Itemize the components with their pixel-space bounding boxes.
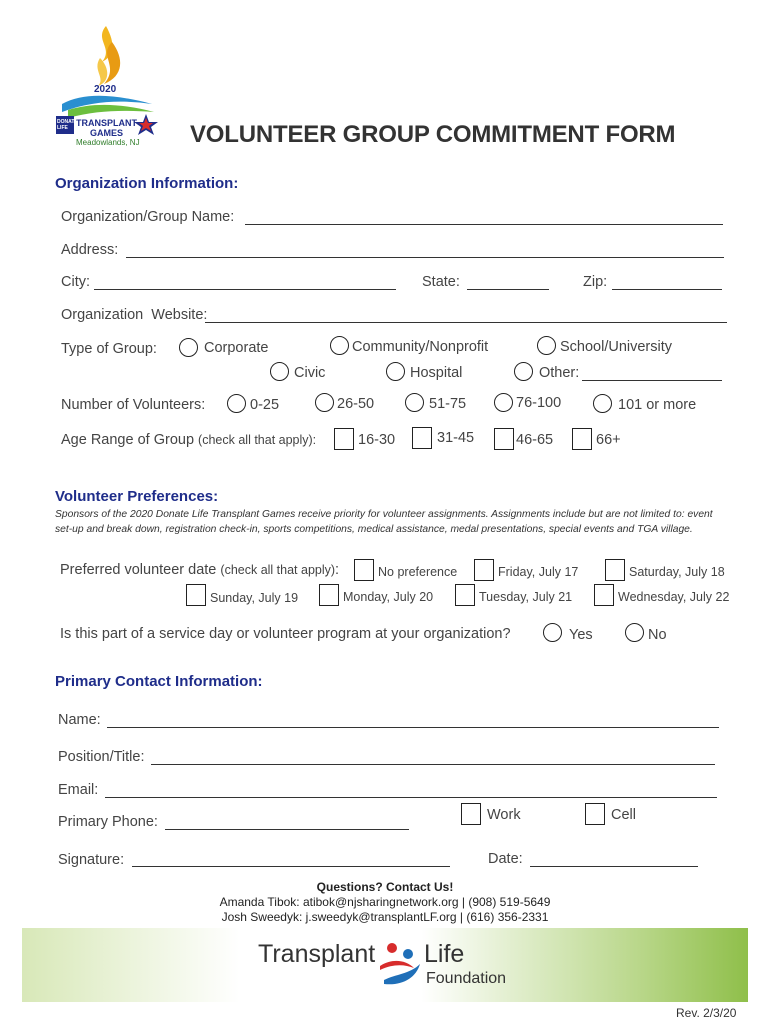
people-heart-icon: [376, 940, 424, 990]
checkbox-tuesday[interactable]: [455, 584, 475, 606]
vol-0-25-label: 0-25: [250, 397, 280, 413]
checkbox-66-plus[interactable]: [572, 428, 592, 450]
service-question: Is this part of a service day or volunteer program at your organization?: [60, 626, 511, 642]
checkbox-work[interactable]: [461, 803, 481, 825]
date-pref-text: Preferred volunteer date: [60, 562, 217, 578]
checkbox-no-preference[interactable]: [354, 559, 374, 581]
checkbox-wednesday[interactable]: [594, 584, 614, 606]
logo-year: 2020: [94, 84, 117, 95]
foundation-word-transplant: Transplant: [258, 940, 376, 968]
org-name-label: Organization/Group Name:: [61, 209, 235, 225]
age-label: [61, 432, 316, 448]
corporate-label: Corporate: [204, 340, 269, 356]
date-pref-label: [60, 562, 339, 578]
logo-line1: TRANSPLANT: [76, 118, 137, 128]
checkbox-cell[interactable]: [585, 803, 605, 825]
checkbox-16-30[interactable]: [334, 428, 354, 450]
vol-101-label: 101 or more: [618, 397, 697, 413]
radio-corporate[interactable]: [179, 338, 198, 357]
checkbox-saturday[interactable]: [605, 559, 625, 581]
wednesday-label: Wednesday, July 22: [618, 590, 730, 604]
checkbox-monday[interactable]: [319, 584, 339, 606]
no-preference-label: No preference: [378, 565, 458, 579]
position-field[interactable]: [151, 764, 715, 765]
position-label: Position/Title:: [58, 749, 145, 765]
transplant-games-logo: [54, 22, 166, 150]
radio-51-75[interactable]: [405, 393, 424, 412]
radio-hospital[interactable]: [386, 362, 405, 381]
hospital-label: Hospital: [410, 365, 463, 381]
radio-other[interactable]: [514, 362, 533, 381]
radio-community[interactable]: [330, 336, 349, 355]
friday-label: Friday, July 17: [498, 565, 579, 579]
monday-label: Monday, July 20: [343, 590, 434, 604]
email-field[interactable]: [105, 797, 717, 798]
contact-heading: Primary Contact Information:: [55, 673, 263, 690]
phone-label: Primary Phone:: [58, 814, 158, 830]
foundation-word-life: Life: [424, 940, 465, 968]
radio-civic[interactable]: [270, 362, 289, 381]
city-label: City:: [61, 274, 90, 290]
foundation-logo: [258, 938, 518, 994]
website-label: Organization Website:: [61, 307, 208, 323]
checkbox-friday[interactable]: [474, 559, 494, 581]
cell-label: Cell: [611, 807, 636, 823]
logo-line2: GAMES: [90, 128, 124, 138]
date-label: Date:: [488, 851, 523, 867]
age-16-30-label: 16-30: [358, 432, 396, 448]
checkbox-sunday[interactable]: [186, 584, 206, 606]
volunteers-label: Number of Volunteers:: [61, 397, 206, 413]
age-label-text: Age Range of Group: [61, 432, 195, 448]
civic-label: Civic: [294, 365, 326, 381]
state-field[interactable]: [467, 289, 549, 290]
name-field[interactable]: [107, 727, 719, 728]
checkbox-46-65[interactable]: [494, 428, 514, 450]
org-name-field[interactable]: [245, 224, 723, 225]
other-field[interactable]: [582, 380, 722, 381]
signature-label: Signature:: [58, 852, 125, 868]
vol-51-75-label: 51-75: [429, 396, 467, 412]
radio-0-25[interactable]: [227, 394, 246, 413]
radio-no[interactable]: [625, 623, 644, 642]
work-label: Work: [487, 807, 521, 823]
contact-line-amanda: Amanda Tibok: atibok@njsharingnetwork.org | (908) 519-5649: [219, 895, 551, 909]
date-field[interactable]: [530, 866, 698, 867]
group-type-label: Type of Group:: [61, 341, 157, 357]
phone-field[interactable]: [165, 829, 409, 830]
prefs-heading: Volunteer Preferences:: [55, 488, 219, 505]
city-field[interactable]: [94, 289, 396, 290]
address-field[interactable]: [126, 257, 724, 258]
tuesday-label: Tuesday, July 21: [479, 590, 573, 604]
page-title: VOLUNTEER GROUP COMMITMENT FORM: [190, 121, 676, 148]
community-label: Community/Nonprofit: [352, 339, 489, 355]
vol-26-50-label: 26-50: [337, 396, 375, 412]
sunday-label: Sunday, July 19: [210, 591, 299, 605]
contact-line-josh: Josh Sweedyk: j.sweedyk@transplantLF.org | (616) 356-2331: [221, 910, 549, 924]
saturday-label: Saturday, July 18: [629, 565, 725, 579]
signature-field[interactable]: [132, 866, 450, 867]
logo-location: Meadowlands, NJ: [76, 138, 140, 147]
date-pref-colon: :: [335, 562, 340, 578]
zip-field[interactable]: [612, 289, 722, 290]
logo-badge: DONATE LIFE: [57, 119, 78, 131]
radio-yes[interactable]: [543, 623, 562, 642]
radio-school[interactable]: [537, 336, 556, 355]
org-heading: Organization Information:: [55, 175, 239, 192]
date-pref-hint: (check all that apply): [220, 563, 336, 577]
age-hint: (check all that apply):: [198, 433, 317, 447]
prefs-note: Sponsors of the 2020 Donate Life Transplant Games receive priority for volunteer assignments. Assignments include but are not limited to: event set-up and break down, registration check-in, sports competitions, medical assistance, medal presentations, special events and TGA village.: [55, 509, 713, 535]
vol-76-100-label: 76-100: [516, 395, 562, 411]
yes-label: Yes: [569, 627, 593, 643]
radio-76-100[interactable]: [494, 393, 513, 412]
email-label: Email:: [58, 782, 99, 798]
no-label: No: [648, 627, 667, 643]
age-66-label: 66+: [596, 432, 621, 448]
foundation-word-foundation: Foundation: [426, 970, 507, 987]
state-label: State:: [422, 274, 460, 290]
other-label: Other:: [539, 365, 580, 381]
checkbox-31-45[interactable]: [412, 427, 432, 449]
name-label: Name:: [58, 712, 101, 728]
radio-101-more[interactable]: [593, 394, 612, 413]
questions-heading: Questions? Contact Us!: [316, 880, 454, 894]
address-label: Address:: [61, 242, 119, 258]
website-field[interactable]: [205, 322, 727, 323]
age-31-45-label: 31-45: [437, 430, 475, 446]
revision-label: Rev. 2/3/20: [676, 1006, 737, 1020]
zip-label: Zip:: [583, 274, 608, 290]
age-46-65-label: 46-65: [516, 432, 554, 448]
school-label: School/University: [560, 339, 673, 355]
radio-26-50[interactable]: [315, 393, 334, 412]
